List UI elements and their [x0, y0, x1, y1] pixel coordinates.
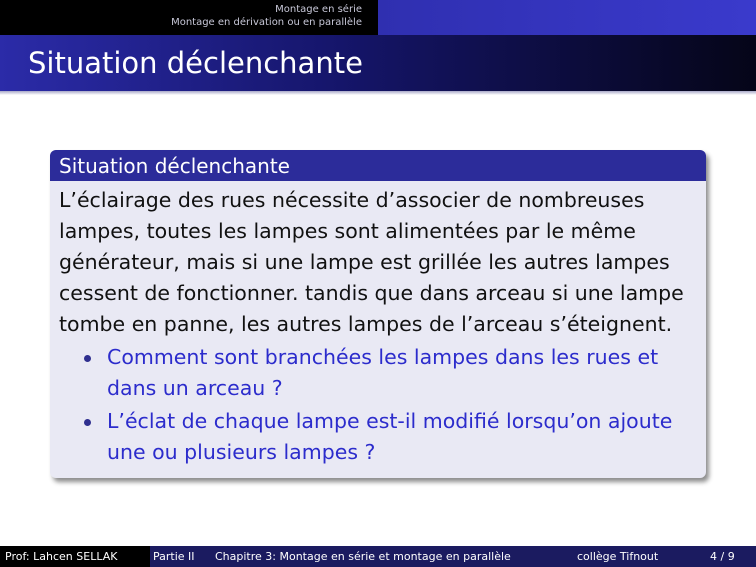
question-list [59, 342, 696, 468]
question-item [107, 406, 696, 468]
footer-info [150, 546, 680, 567]
footer-school[interactable]: collège Tifnout [577, 550, 659, 563]
footer-page-number: 4 / 9 [680, 546, 756, 567]
nav-bar-right [378, 0, 756, 35]
block-paragraph: L’éclairage des rues nécessite d’associer de nombreuses lampes, toutes les lampes sont alimentées par le même générateur, mais si une lampe est grillée les autres lampes cessent de fonctionner. tandis que dans arceau si une lampe tombe en panne, les autres lampes de l’arceau s’éteignent. [59, 188, 684, 336]
nav-subsection-link[interactable]: Montage en dérivation ou en parallèle [171, 17, 362, 28]
footer-author[interactable]: Prof: Lahcen SELLAK [0, 546, 150, 567]
question-item [107, 342, 696, 404]
bullet-icon [84, 355, 91, 362]
block-title: Situation déclenchante [50, 150, 706, 181]
footer-chapter[interactable]: Chapitre 3: Montage en série et montage en parallèle [215, 550, 511, 563]
footer [0, 546, 756, 567]
footer-part[interactable]: Partie II [153, 550, 195, 563]
block-body [50, 181, 706, 468]
frame-title-shadow [0, 91, 756, 95]
nav-sections [0, 0, 378, 35]
nav-section-link[interactable]: Montage en série [275, 4, 362, 15]
content-block [50, 150, 706, 478]
bullet-icon [84, 419, 91, 426]
frame-title: Situation déclenchante [0, 35, 756, 91]
question-text: L’éclat de chaque lampe est-il modifié lorsqu’on ajoute une ou plusieurs lampes ? [107, 409, 673, 464]
question-text: Comment sont branchées les lampes dans les rues et dans un arceau ? [107, 345, 659, 400]
